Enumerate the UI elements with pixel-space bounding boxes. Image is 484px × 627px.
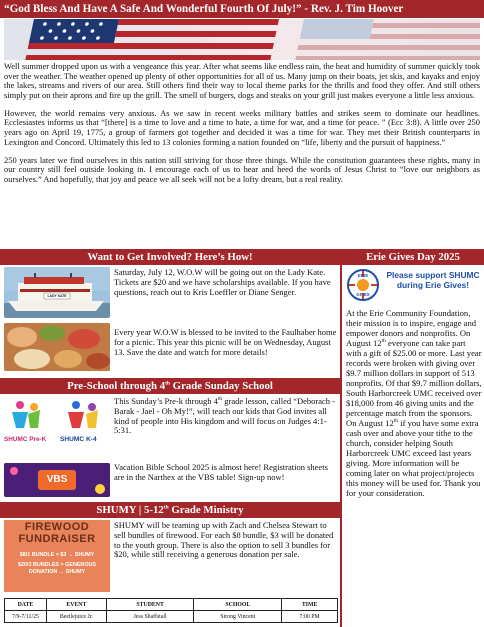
shumy-heading — [0, 502, 340, 518]
schedule-header-student: STUDENT — [106, 599, 194, 611]
erie-logo-bottom: GIVES — [356, 292, 370, 297]
erie-gives-column — [342, 264, 484, 627]
schedule-header-time: TIME — [282, 599, 338, 611]
schedule-cell-date: 7/9-7/11/25 — [5, 611, 47, 623]
boat-sign: LADY KATE — [47, 294, 67, 298]
firewood-line-1: $8/1 BUNDLE = $3 → SHUMY — [19, 552, 95, 558]
sunday-school-logos — [4, 398, 110, 450]
erie-text-b-sup: th — [393, 418, 399, 425]
preschool-heading-sup: th — [165, 380, 170, 387]
performance-schedule-table — [4, 598, 338, 623]
involved-heading — [0, 249, 340, 265]
erie-callout: Please support SHUMC during Erie Gives! — [386, 270, 480, 290]
schedule-header-date: DATE — [5, 599, 47, 611]
table-row — [5, 611, 338, 623]
firewood-fundraiser-poster — [4, 520, 110, 592]
sunday-school-text-b: grade lesson, called “Deborach - Barak - Jael - Oh My!”, will teach our kids that God invites all kind of people into His kingdom and will focus on Judges 4:1-5:31. — [114, 396, 335, 436]
letter-paragraph: However, the world remains very anxious. As we saw in recent weeks military battles and strikes seem to dominate our headlines. Ecclesiastes informs us that “[there] is a time to love and a time to hate, a time for war, and a time for peace. ” (Ecc 3:8). A little over 250 years ago on April 19, 1775, a group of farmers got together and decided it was a time for war. They met their British counterparts in Lexington and Concord. Ultimately this led to 13 colonies forming a nation founded on “life, liberty and the pursuit of happiness.” — [4, 107, 480, 147]
shumy-text: SHUMY will be teaming up with Zach and Chelsea Stewart to sell bundles of firewood. For each $8 bundle, $3 will be donated to the youth group. There is also the option to sell 3 bundles for $20, while still receiving a generous donation per sale. — [114, 520, 334, 560]
picnic-food-photo — [4, 323, 110, 371]
pastor-letter — [4, 62, 480, 193]
schedule-header-school: SCHOOL — [194, 599, 282, 611]
involved-heading-text: Want to Get Involved? Here’s How! — [87, 251, 253, 263]
sunday-school-text — [114, 397, 338, 436]
k4-logo-text: SHUMC K-4 — [60, 436, 97, 443]
erie-gives-logo — [346, 268, 380, 302]
erie-gives-text — [346, 308, 482, 498]
firewood-line-2: $20/3 BUNDLES = GENEROUS DONATION → SHUMY — [17, 562, 97, 575]
shumy-heading-text-end: Grade Ministry — [168, 504, 244, 516]
schedule-header-row — [5, 599, 338, 611]
erie-gives-heading — [342, 249, 484, 265]
lady-kate-text: Saturday, July 12, W.O.W will be going out on the Lady Kate. Tickets are $20 and we have scholarships available. If you have questions, reach out to Kris Loeffler or Diane Senger. — [114, 267, 331, 297]
erie-text-c: if you have some extra cash over and above your tithe to the church, consider helping South Harborcreek UMC exceed last years giving. More information will be coming later on what project/projects this money will be used for. Thank you for your consideration. — [346, 418, 481, 498]
firewood-title-2: FUNDRAISER — [18, 533, 96, 545]
erie-text-a: At the Erie Community Foundation, their mission is to inspire, engage and empower donors and nonprofits. On August 12 — [346, 308, 477, 348]
erie-text-b: everyone can take part with a gift of $25.00 or more. Last year records were broken with giving over $9.7 million dollars in support of 513 nonprofits. Of that $9.7 million dollars, South Harborcreek UMC received over $18,000 from 46 giving units and the percentage match from the sponsors. On August 12 — [346, 338, 482, 428]
shumy-heading-sup: th — [163, 504, 169, 511]
vbs-text: Vacation Bible School 2025 is almost here! Registration sheets are in the Narthex at the VBS table! Sign-up now! — [114, 462, 328, 482]
schedule-cell-time: 7:00 PM — [282, 611, 338, 623]
erie-logo-top: ERIE — [357, 273, 369, 278]
schedule-cell-school: Strong Vincent — [194, 611, 282, 623]
header-title: “God Bless And Have A Safe And Wonderful Fourth Of July!” - Rev. J. Tim Hoover — [4, 3, 404, 15]
prek-logo-text: SHUMC Pre-K — [4, 436, 47, 443]
erie-gives-heading-text: Erie Gives Day 2025 — [366, 251, 460, 263]
sunday-school-text-a: This Sunday’s Pre-k through 4 — [114, 396, 218, 406]
schedule-cell-student: Jess Shaffstall — [106, 611, 194, 623]
preschool-heading-text-end: Grade Sunday School — [169, 380, 273, 392]
schedule-cell-event: Beetlejuice Jr. — [46, 611, 106, 623]
boat-photo — [4, 267, 110, 318]
preschool-heading — [0, 378, 340, 394]
vbs-logo-text: VBS — [46, 474, 68, 485]
letter-paragraph: Well summer dropped upon us with a vengeance this year. After what seems like endless rain, the heat and humidity of summer quickly took over the weather. The weather opened up plenty of other opportunities for all of us. Many jump on their boats, jet skis, and kayaks and enjoy the lakes, streams and rivers of our area. Still others find their way to local theme parks for the thrills and food they offer. And still others simply put on their aprons and fire up the grill. The smell of burgers, dogs and steaks on your grill just makes everyone a little less anxious. — [4, 61, 480, 100]
sunday-school-sup: th — [217, 396, 223, 403]
preschool-heading-text: Pre-School through 4 — [67, 380, 166, 392]
erie-text-a-sup: th — [381, 338, 386, 345]
header-banner — [0, 0, 484, 18]
picnic-text: Every year W.O.W is blessed to be invited to the Faulhaber home for a picnic. This year this picnic will be on Wednesday, August 13. Save the date and watch for more details! — [114, 327, 337, 357]
shumy-heading-text: SHUMY | 5-12 — [96, 504, 164, 516]
vbs-logo-image — [4, 463, 110, 497]
letter-paragraph: 250 years later we find ourselves in this nation still striving for those three things. While the constitution guarantees these rights, many in our country still feel outside looking in. I encourage each of us to hear and heed the words of Jesus Christ to “love our neighbors as ourselves.” And hopefully, that joy and peace we all seek will not be a lofty dream, but a real reality. — [4, 154, 480, 184]
american-flag-image — [4, 19, 480, 60]
firewood-title-1: FIREWOOD — [24, 521, 90, 533]
kids-figures-icon — [4, 398, 110, 434]
schedule-header-event: EVENT — [46, 599, 106, 611]
column-divider — [340, 249, 342, 627]
